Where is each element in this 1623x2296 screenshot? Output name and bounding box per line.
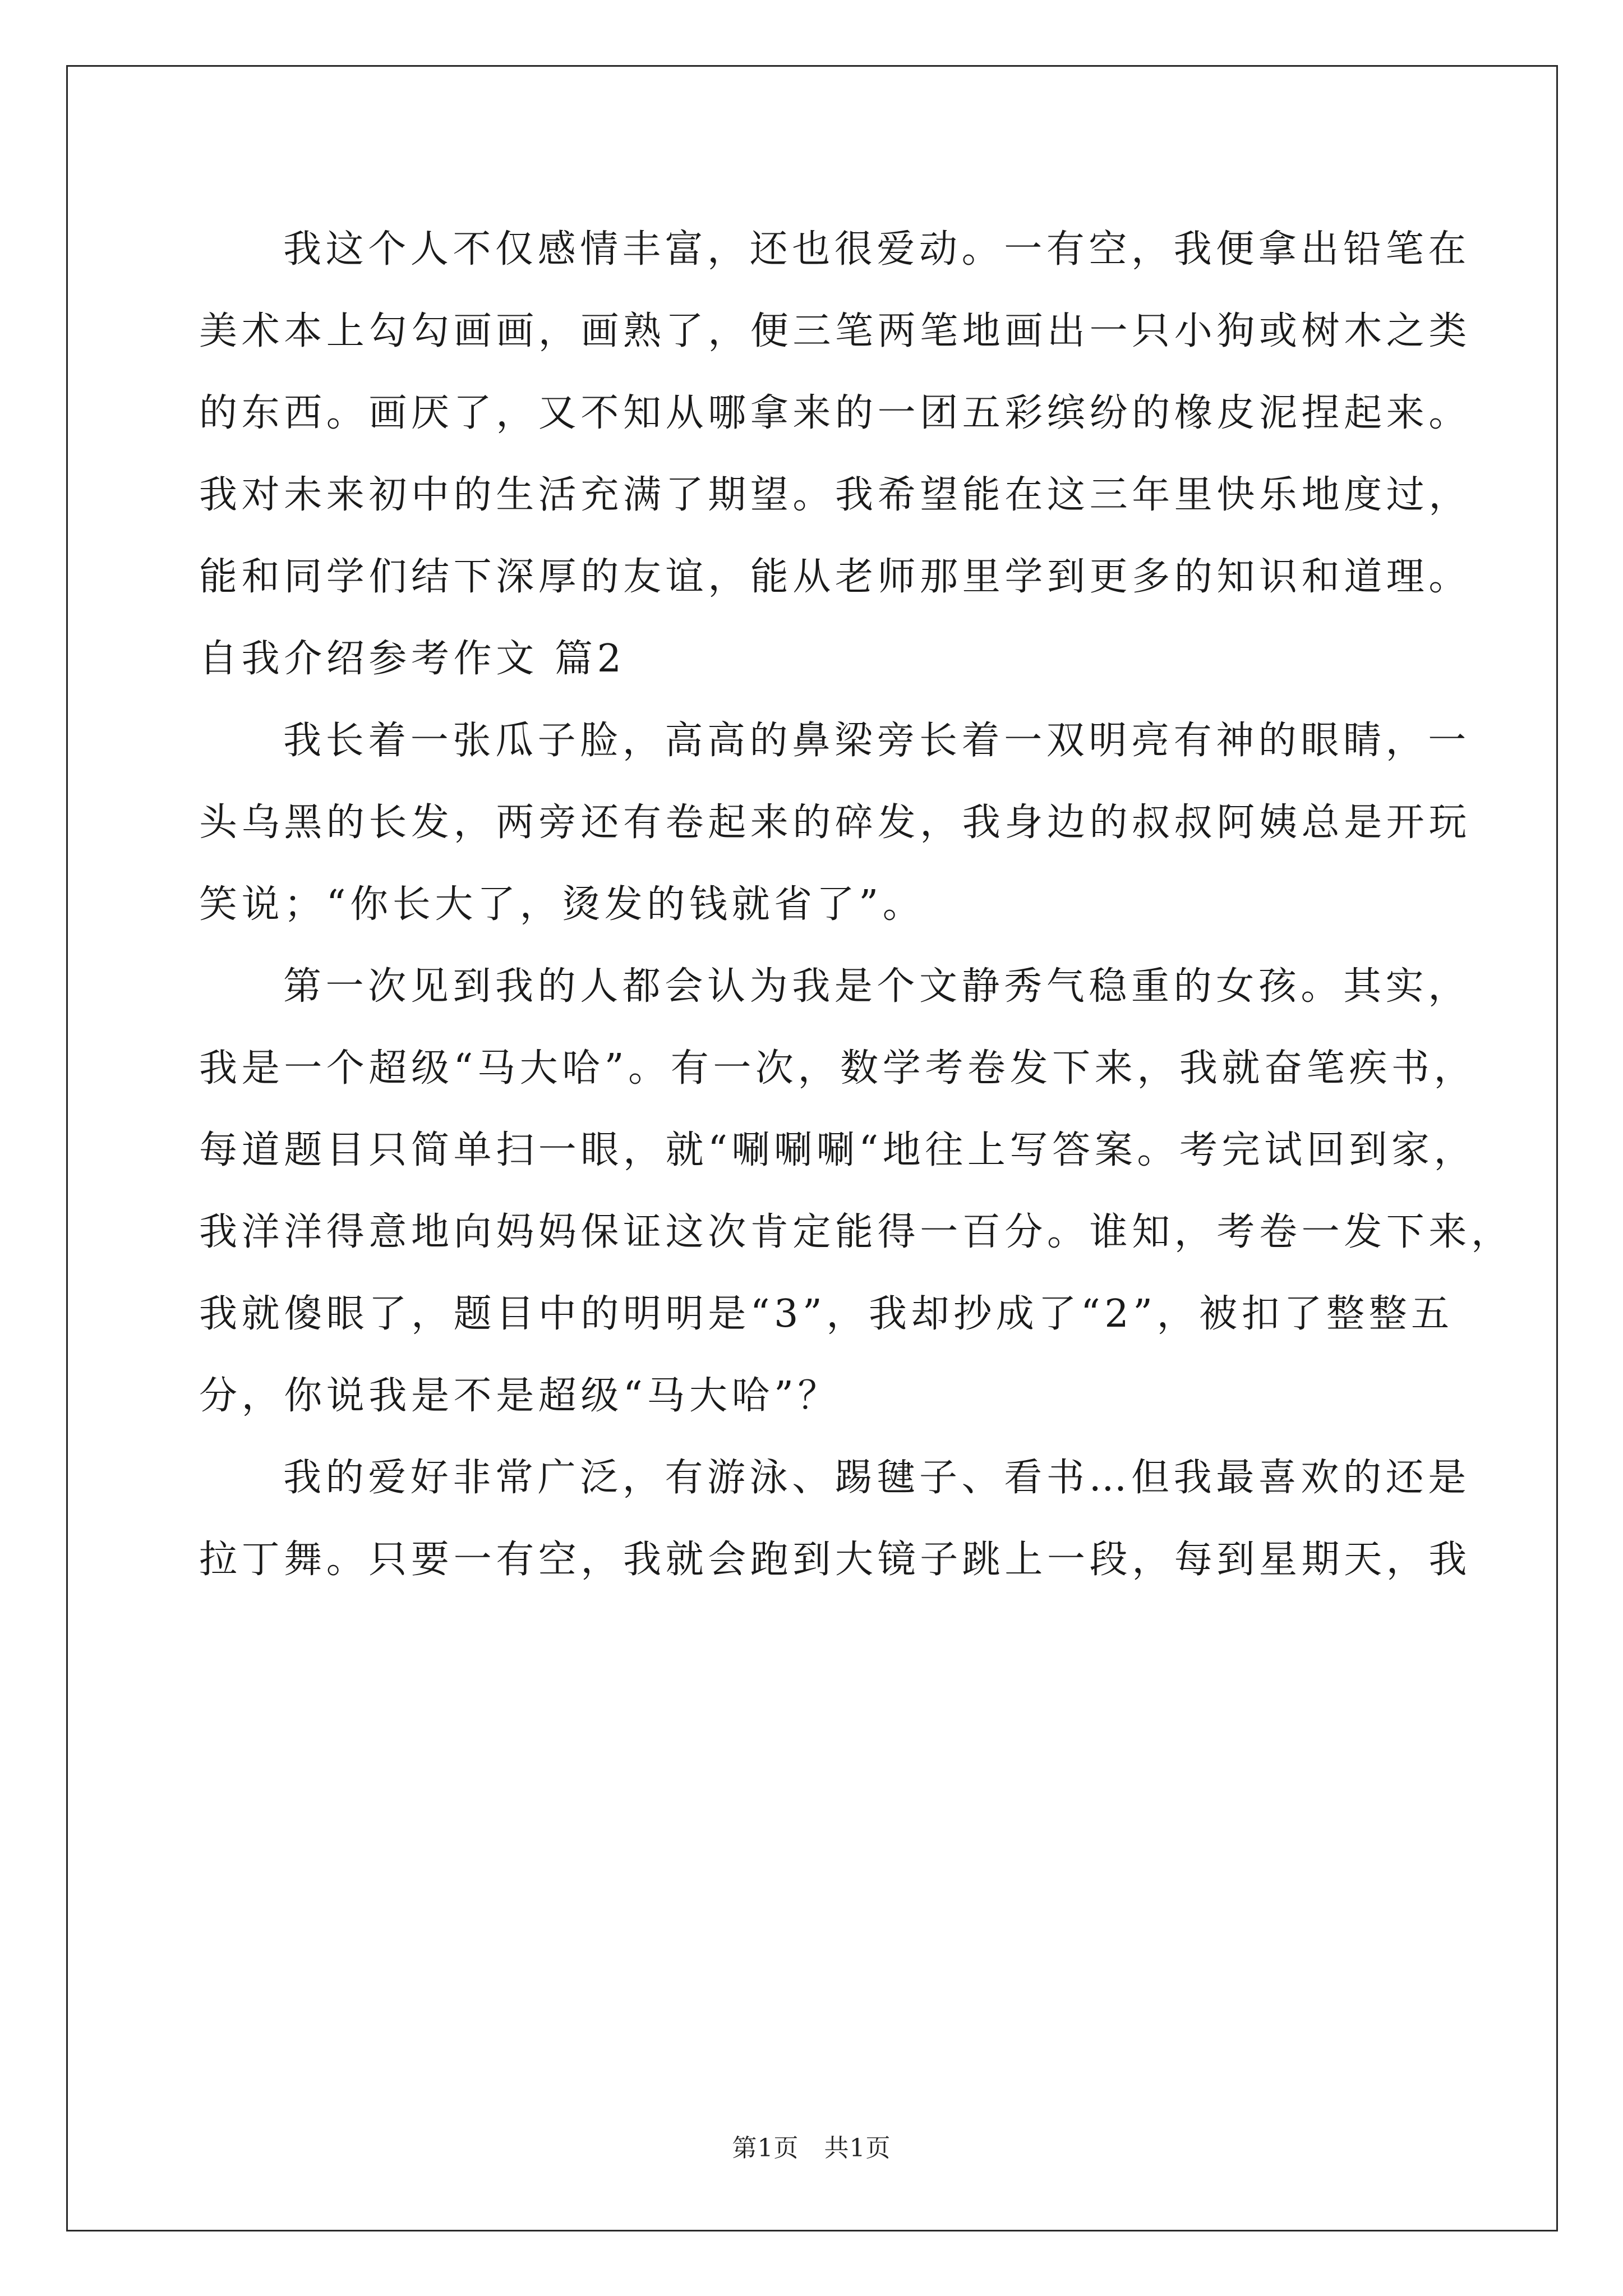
paragraph-line: 我对未来初中的生活充满了期望。我希望能在这三年里快乐地度过， xyxy=(199,473,1472,517)
paragraph-line: 拉丁舞。只要一有空，我就会跑到大镜子跳上一段，每到星期天，我 xyxy=(199,1538,1472,1582)
section-heading: 自我介绍参考作文 篇2 xyxy=(199,637,626,681)
paragraph-line: 每道题目只简单扫一眼，就“唰唰唰“地往上写答案。考完试回到家， xyxy=(199,1128,1477,1172)
paragraph-line: 第一次见到我的人都会认为我是个文静秀气稳重的女孩。其实， xyxy=(283,964,1470,1009)
paragraph-line: 笑说；“你长大了，烫发的钱就省了”。 xyxy=(199,882,925,927)
paragraph-line: 我长着一张瓜子脸，高高的鼻梁旁长着一双明亮有神的眼睛，一 xyxy=(283,719,1470,763)
paragraph-line: 能和同学们结下深厚的友谊，能从老师那里学到更多的知识和道理。 xyxy=(199,555,1472,599)
paragraph-line: 头乌黑的长发，两旁还有卷起来的碎发，我身边的叔叔阿姨总是开玩 xyxy=(199,800,1472,845)
paragraph-3 xyxy=(199,946,1514,1437)
paragraph-1 xyxy=(199,209,1472,618)
paragraph-2 xyxy=(199,700,1472,946)
paragraph-line: 分，你说我是不是超级“马大哈”？ xyxy=(199,1374,841,1418)
paragraph-line: 我洋洋得意地向妈妈保证这次肯定能得一百分。谁知，考卷一发下来， xyxy=(199,1210,1514,1254)
paragraph-line: 的东西。画厌了，又不知从哪拿来的一团五彩缤纷的橡皮泥捏起来。 xyxy=(199,391,1472,435)
paragraph-line: 美术本上勾勾画画，画熟了，便三笔两笔地画出一只小狗或树木之类 xyxy=(199,309,1472,353)
document-body xyxy=(199,209,1514,1601)
paragraph-line: 我就傻眼了，题目中的明明是“3”，我却抄成了“2”，被扣了整整五 xyxy=(199,1292,1454,1336)
paragraph-line: 我这个人不仅感情丰富，还也很爱动。一有空，我便拿出铅笔在 xyxy=(283,227,1470,272)
paragraph-4 xyxy=(199,1437,1472,1601)
paragraph-line: 我是一个超级“马大哈”。有一次，数学考卷发下来，我就奋笔疾书， xyxy=(199,1046,1477,1091)
page-number-footer: 第1页 共1页 xyxy=(732,2134,891,2162)
paragraph-line: 我的爱好非常广泛，有游泳、踢毽子、看书…但我最喜欢的还是 xyxy=(283,1456,1470,1500)
